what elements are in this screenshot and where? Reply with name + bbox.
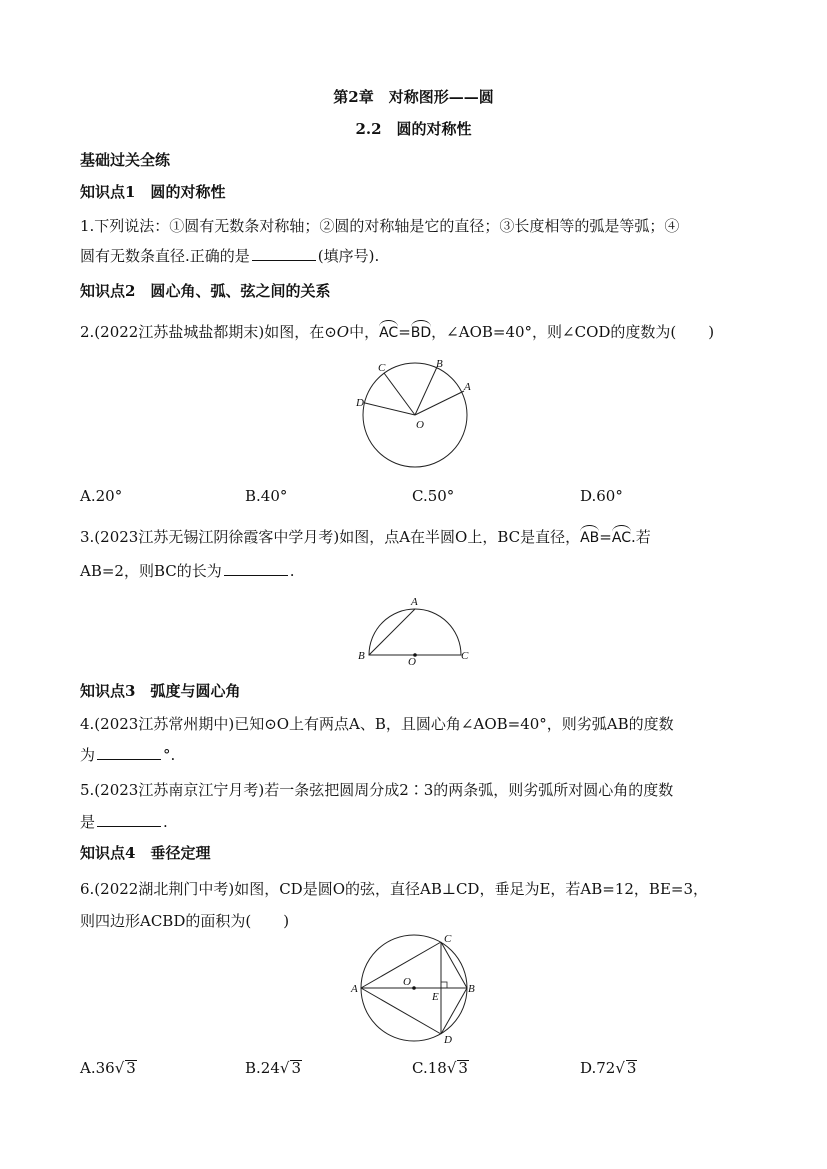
q4-line2 bbox=[80, 745, 175, 765]
q5-line2 bbox=[80, 812, 168, 832]
q2-label-a: A bbox=[464, 381, 471, 393]
chapter-title: 第2章 对称图形——圆 bbox=[333, 88, 494, 106]
q1-line2 bbox=[80, 246, 379, 266]
sqrt-symbol: √ bbox=[615, 1059, 625, 1077]
q6-label-e: E bbox=[432, 991, 439, 1003]
q6-option-b[interactable] bbox=[245, 1059, 302, 1077]
q2-option-a[interactable]: A.20° bbox=[80, 487, 123, 505]
q6-option-d[interactable] bbox=[580, 1059, 637, 1077]
q6-label-c: C bbox=[444, 933, 452, 945]
q4-text-end: °. bbox=[163, 746, 176, 764]
q4-answer-blank[interactable] bbox=[97, 745, 161, 760]
q2-label-d: D bbox=[356, 397, 364, 409]
q4-text: 为 bbox=[80, 746, 96, 764]
q3-label-a: A bbox=[411, 596, 418, 608]
q5-line1: 5.(2023江苏南京江宁月考)若一条弦把圆周分成2∶3的两条弧，则劣弧所对圆心角的度数 bbox=[80, 781, 674, 799]
section-title: 2.2 圆的对称性 bbox=[355, 120, 472, 138]
q2-radius-ob bbox=[415, 367, 437, 415]
q6-label-b: B bbox=[468, 983, 475, 995]
q6-center-dot bbox=[412, 986, 416, 990]
q6-segment-ad bbox=[361, 988, 441, 1034]
q6-right-angle-mark bbox=[441, 982, 447, 988]
q2-angle-text: ，∠AOB=40°，则∠COD的度数为( bbox=[431, 323, 677, 341]
q6-figure bbox=[345, 928, 485, 1048]
q3-arc-ab: AB bbox=[580, 526, 599, 548]
q2-radius-oa bbox=[415, 391, 464, 415]
q6-text: 则四边形ACBD的面积为( bbox=[80, 912, 252, 930]
q6-option-a-label: A.36 bbox=[80, 1059, 115, 1077]
q2-option-d[interactable]: D.60° bbox=[580, 487, 623, 505]
q3-figure bbox=[350, 590, 480, 670]
q6-option-a-radical: 3 bbox=[126, 1059, 136, 1077]
q3-answer-blank[interactable] bbox=[224, 561, 288, 576]
q3-text: AB=2，则BC的长为 bbox=[80, 562, 222, 580]
q6-option-c[interactable] bbox=[412, 1059, 469, 1077]
q2-label-b: B bbox=[436, 358, 443, 370]
q4-line1: 4.(2023江苏常州期中)已知⊙O上有两点A、B，且圆心角∠AOB=40°，则劣弧AB的度数 bbox=[80, 715, 674, 733]
q6-line1: 6.(2022湖北荆门中考)如图，CD是圆O的弦，直径AB⊥CD，垂足为E，若AB=12，BE=3， bbox=[80, 880, 709, 898]
q3-semicircle bbox=[369, 609, 461, 655]
q6-option-d-label: D.72 bbox=[580, 1059, 616, 1077]
kp4-heading: 知识点4 垂径定理 bbox=[80, 844, 211, 862]
q3-text-end: . bbox=[289, 562, 295, 580]
q6-label-d: D bbox=[444, 1034, 452, 1046]
q2-eq: = bbox=[398, 323, 411, 341]
q6-label-o: O bbox=[403, 976, 411, 988]
q3-eq: = bbox=[599, 528, 612, 546]
q2-option-c[interactable]: C.50° bbox=[412, 487, 455, 505]
q2-line bbox=[80, 321, 714, 343]
q6-segment-cb bbox=[441, 942, 467, 988]
q1-text: 圆有无数条直径.正确的是 bbox=[80, 247, 250, 265]
q2-arc-ac: AC bbox=[379, 321, 398, 343]
kp3-heading: 知识点3 弧度与圆心角 bbox=[80, 682, 241, 700]
q6-option-c-label: C.18 bbox=[412, 1059, 447, 1077]
q6-option-b-radical: 3 bbox=[291, 1059, 301, 1077]
q6-option-a[interactable] bbox=[80, 1059, 137, 1077]
q3-label-c: C bbox=[461, 650, 469, 662]
sqrt-symbol: √ bbox=[446, 1059, 457, 1077]
q6-segment-db bbox=[441, 988, 467, 1034]
q2-close: ) bbox=[708, 323, 715, 341]
sqrt-symbol: √ bbox=[279, 1059, 290, 1077]
q3-suffix: .若 bbox=[630, 528, 651, 546]
sqrt-symbol: √ bbox=[114, 1059, 125, 1077]
q1-answer-blank[interactable] bbox=[252, 246, 316, 261]
kp2-heading: 知识点2 圆心角、弧、弦之间的关系 bbox=[80, 282, 331, 300]
q6-segment-ac bbox=[361, 942, 441, 988]
q6-label-a: A bbox=[351, 983, 358, 995]
q6-option-b-label: B.24 bbox=[245, 1059, 280, 1077]
q3-line1 bbox=[80, 526, 651, 548]
q6-option-d-radical: 3 bbox=[626, 1059, 637, 1077]
q5-text: 是 bbox=[80, 813, 96, 831]
q2-prefix: 2.(2022江苏盐城盐都期末)如图，在⊙ bbox=[80, 323, 337, 341]
q2-circle-o: O bbox=[336, 323, 350, 341]
q3-prefix: 3.(2023江苏无锡江阴徐霞客中学月考)如图，点A在半圆O上，BC是直径， bbox=[80, 528, 581, 546]
q6-close: ) bbox=[283, 912, 290, 930]
q2-label-o: O bbox=[416, 419, 424, 431]
q1-text-end: (填序号). bbox=[317, 247, 380, 265]
q3-label-o: O bbox=[408, 656, 416, 668]
basic-practice-heading: 基础过关全练 bbox=[80, 151, 171, 169]
q3-chord-ab bbox=[369, 609, 415, 655]
q6-line2 bbox=[80, 911, 289, 931]
q2-arc-bd: BD bbox=[411, 321, 431, 343]
q2-figure bbox=[355, 355, 475, 475]
q5-text-end: . bbox=[163, 813, 168, 831]
q6-option-c-radical: 3 bbox=[458, 1059, 468, 1077]
q2-option-b[interactable]: B.40° bbox=[245, 487, 288, 505]
q2-mid: 中， bbox=[349, 323, 380, 341]
q1-line1: 1.下列说法：①圆有无数条对称轴；②圆的对称轴是它的直径；③长度相等的弧是等弧；④ bbox=[80, 217, 680, 235]
q2-label-c: C bbox=[378, 362, 386, 374]
kp1-heading: 知识点1 圆的对称性 bbox=[80, 183, 226, 201]
q3-arc-ac: AC bbox=[612, 526, 631, 548]
q3-label-b: B bbox=[358, 650, 365, 662]
q3-line2 bbox=[80, 561, 295, 581]
q5-answer-blank[interactable] bbox=[97, 812, 161, 827]
